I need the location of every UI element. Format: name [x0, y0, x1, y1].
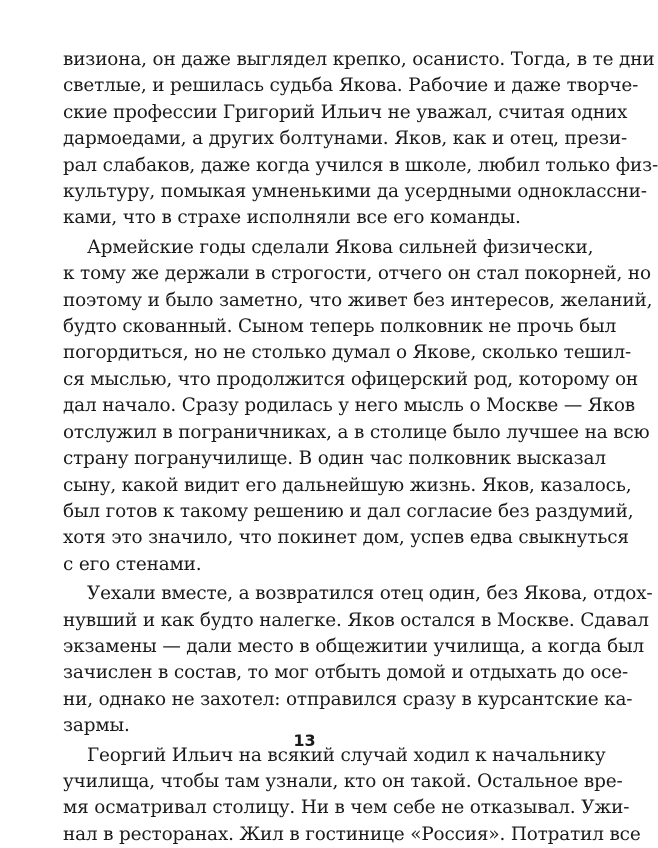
- text-line: ни, однако не захотел: отправился сразу в курсантские ка-: [63, 688, 633, 710]
- paragraph: [63, 581, 653, 739]
- text-line: зармы.: [63, 715, 130, 737]
- text-line: с его стенами.: [63, 553, 202, 575]
- text-line: поэтому и было заметно, что живет без интересов, желаний,: [63, 289, 653, 311]
- text-line: ками, что в страхе исполняли все его команды.: [63, 207, 521, 229]
- text-line: зачислен в состав, то мог отбыть домой и отдыхать до осе-: [63, 662, 629, 684]
- text-line: Армейские годы сделали Якова сильней физически,: [87, 236, 594, 258]
- text-line: мя осматривал столицу. Ни в чем себе не отказывал. Ужи-: [63, 797, 630, 819]
- paragraph: [63, 235, 653, 578]
- text-line: будто скованный. Сыном теперь полковник не прочь был: [63, 316, 617, 338]
- text-line: к тому же держали в строгости, отчего он стал покорней, но: [63, 263, 651, 285]
- text-line: нал в ресторанах. Жил в гостинице «Россия». Потратил все: [63, 823, 641, 845]
- text-line: училища, чтобы там узнали, кто он такой. Остальное вре-: [63, 770, 623, 792]
- paragraph: [63, 47, 658, 232]
- paragraph: [63, 743, 641, 848]
- text-line: Уехали вместе, а возвратился отец один, без Якова, отдох-: [87, 583, 653, 605]
- page-number: 13: [293, 731, 316, 750]
- text-line: дал начало. Сразу родилась у него мысль о Москве — Яков: [63, 395, 635, 417]
- text-line: хотя это значило, что покинет дом, успев едва свыкнуться: [63, 527, 629, 549]
- text-line: экзамены — дали место в общежитии училища, а когда был: [63, 635, 645, 657]
- text-line: нувший и как будто налегке. Яков остался в Москве. Сдавал: [63, 609, 649, 631]
- body-text: [63, 47, 658, 848]
- text-line: страну погранучилище. В один час полковник высказал: [63, 448, 606, 470]
- text-line: отслужил в пограничниках, а в столице было лучшее на всю: [63, 421, 650, 443]
- text-line: визиона, он даже выглядел крепко, осанисто. Тогда, в те дни: [63, 49, 655, 70]
- text-line: ские профессии Григорий Ильич не уважал, считая одних: [63, 101, 628, 123]
- text-line: культуру, помыкая умненькими да усердными одноклассни-: [63, 181, 647, 203]
- text-line: был готов к такому решению и дал согласие без раздумий,: [63, 500, 634, 522]
- text-line: ся мыслью, что продолжится офицерский род, которому он: [63, 368, 638, 390]
- text-line: рал слабаков, даже когда учился в школе, любил только физ-: [63, 154, 658, 176]
- text-line: погордиться, но не столько думал о Якове, сколько тешил-: [63, 342, 632, 364]
- text-line: сыну, какой видит его дальнейшую жизнь. Яков, казалось,: [63, 474, 632, 496]
- text-line: Георгий Ильич на всякий случай ходил к начальнику: [87, 744, 606, 766]
- text-line: дармоедами, а других болтунами. Яков, как и отец, прези-: [63, 128, 628, 150]
- text-line: светлые, и решилась судьба Якова. Рабочие и даже творче-: [63, 75, 639, 97]
